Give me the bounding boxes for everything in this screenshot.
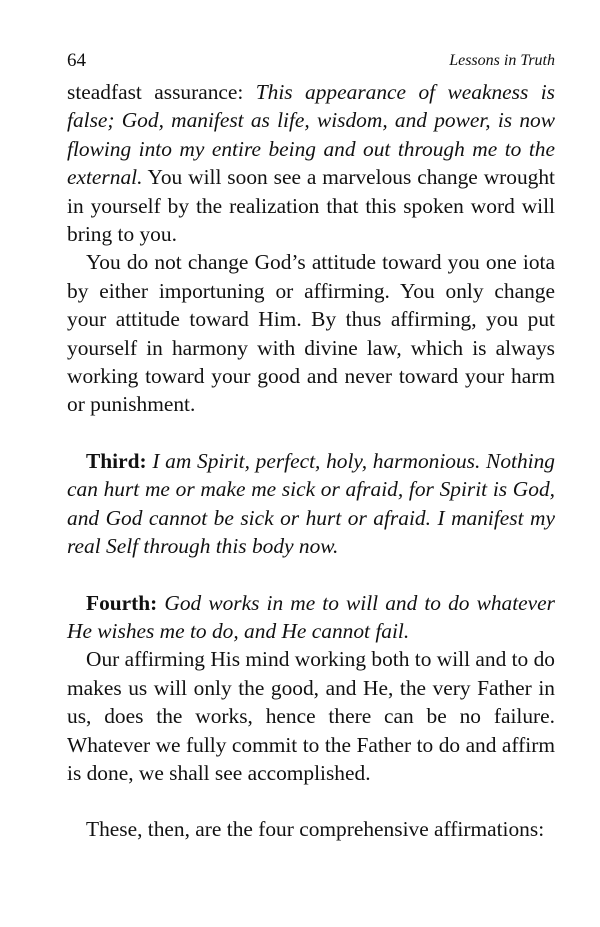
book-page: [67, 44, 555, 844]
affirmation-weakness: This appearance of weakness is false; God, manifest as life, wisdom, and power, is now flowing into my entire being and out through me to the external.: [67, 80, 555, 190]
paragraph-tail: You will soon see a marvelous change wrought in yourself by the realization that this spoken word will bring to you.: [67, 165, 555, 247]
third-label: Third:: [86, 448, 147, 473]
page-number: 64: [67, 50, 86, 71]
third-affirmation-text: I am Spirit, perfect, holy, harmonious. Nothing can hurt me or make me sick or afraid, for Spirit is God, and God cannot be sick or hurt or afraid. I manifest my real Self through this body now.: [67, 448, 555, 559]
fourth-affirmation-text: God works in me to will and to do whatever He wishes me to do, and He cannot fail.: [67, 590, 555, 643]
page-header: [67, 44, 555, 78]
paragraph-four-affirmations: These, then, are the four comprehensive affirmations:: [86, 817, 545, 842]
paragraph-attitude: You do not change God’s attitude toward you one iota by either importuning or affirming. You only change your attitude toward Him. By thus affirming, you put yourself in harmony with divine law, which is always working toward your good and never toward your harm or punishment.: [67, 250, 555, 417]
paragraph-third-affirmation: [67, 447, 555, 561]
fourth-label: Fourth:: [86, 590, 158, 615]
running-head: Lessons in Truth: [449, 52, 555, 69]
paragraph-lead: steadfast assurance:: [67, 80, 256, 104]
paragraph-fourth-affirmation: [67, 589, 555, 646]
paragraph-affirming-mind: Our affirming His mind working both to will and to do makes us will only the good, and He, the very Father in us, does the works, hence there can be no failure. Whatever we fully commit to the Father to do and affirm is done, we shall see accomplished.: [67, 647, 555, 785]
paragraph-continued: [67, 78, 555, 248]
